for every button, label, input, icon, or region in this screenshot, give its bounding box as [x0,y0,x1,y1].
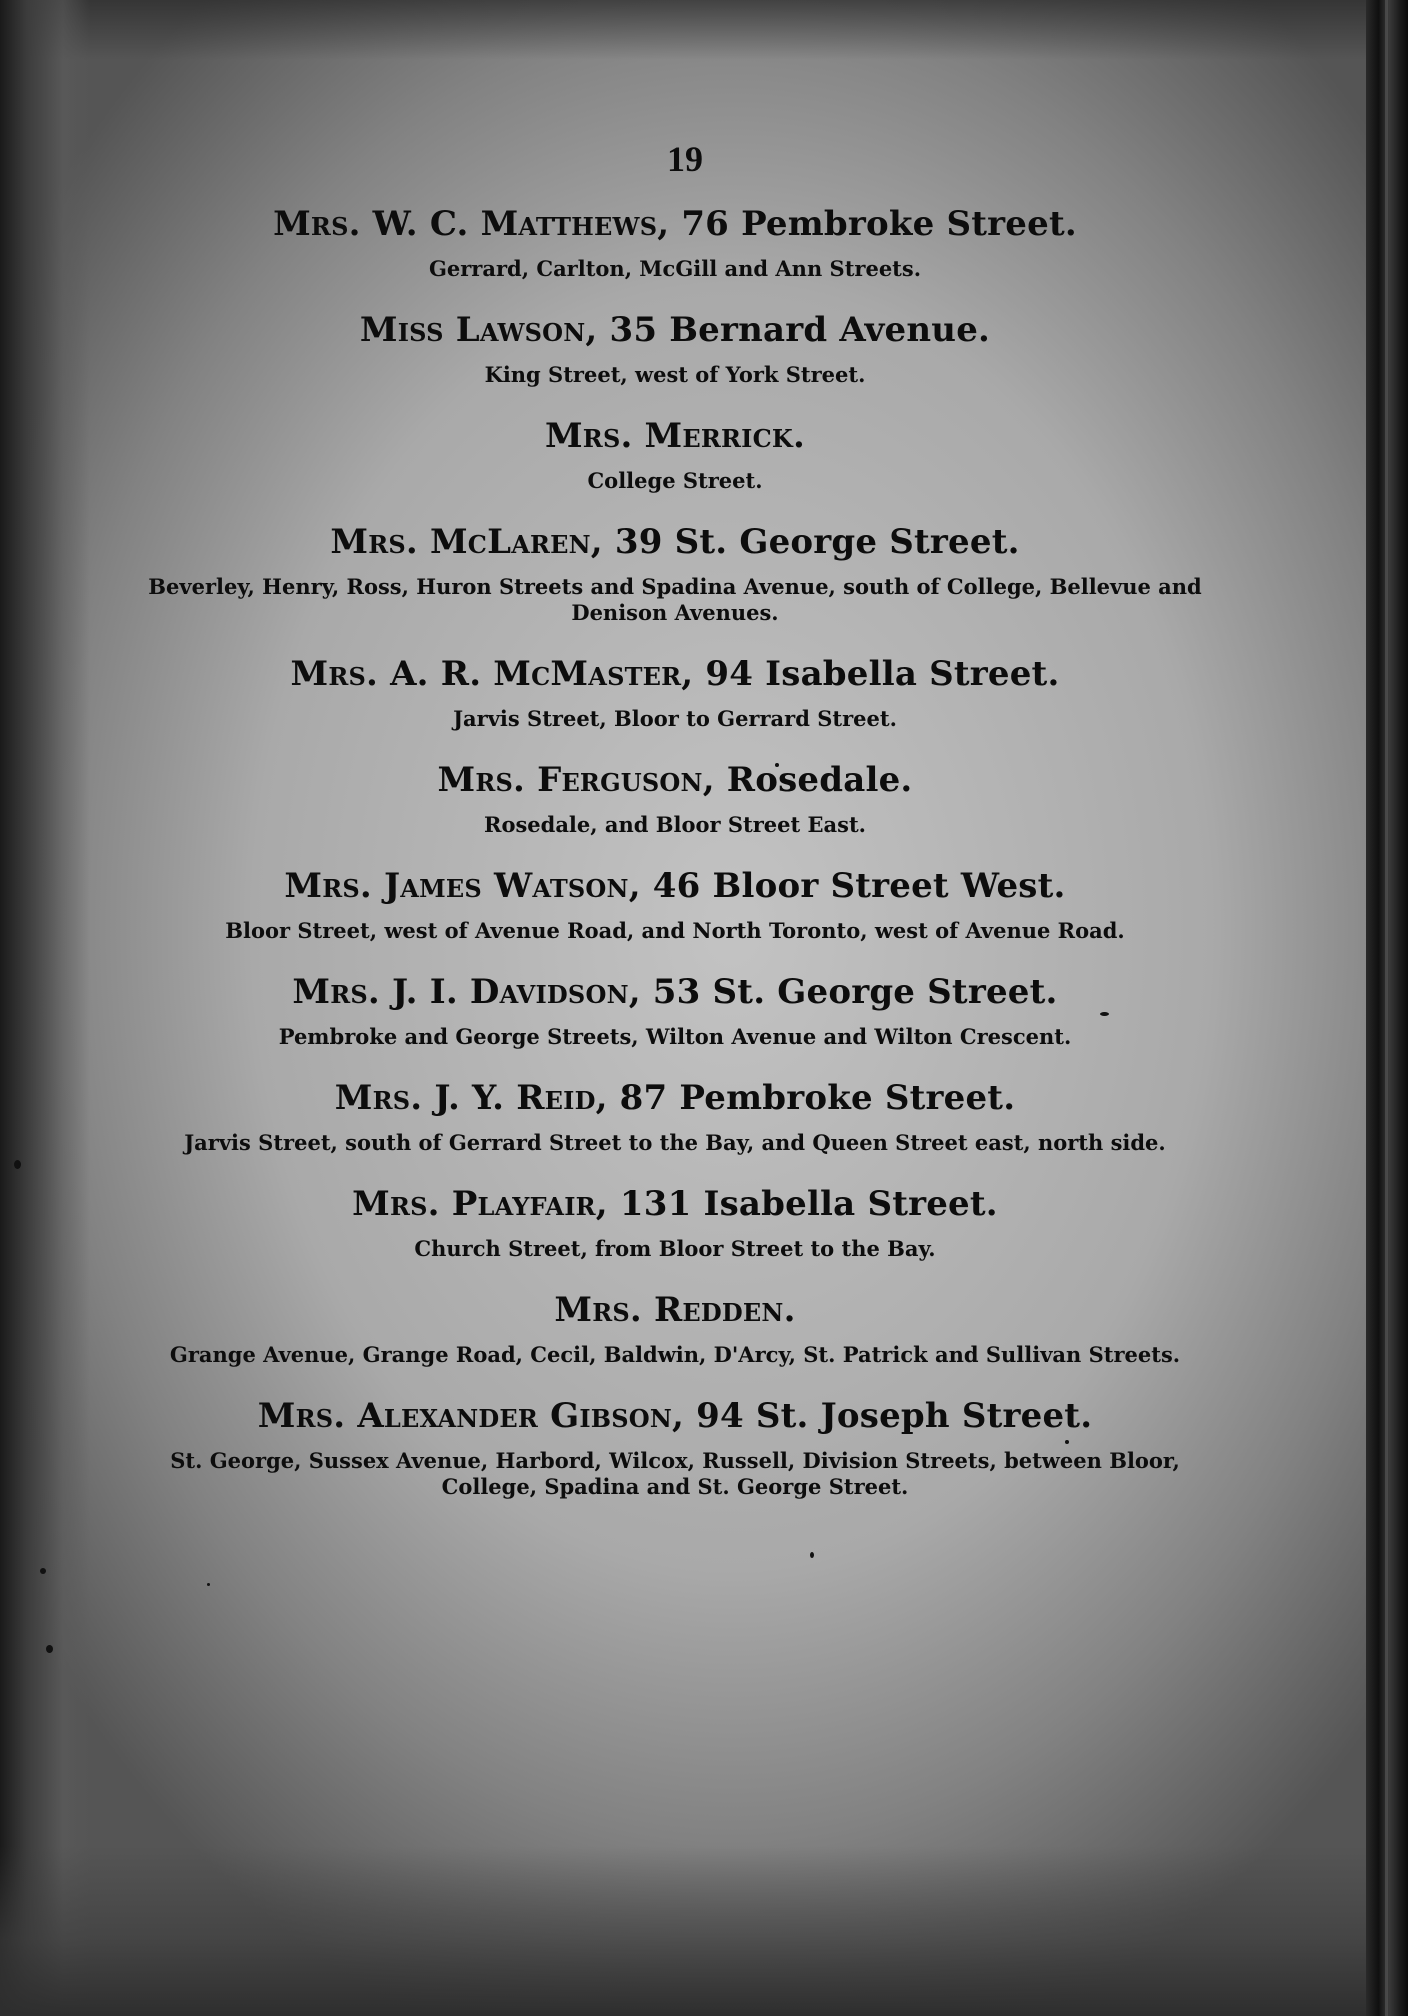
visitor-heading [120,520,1230,564]
visitor-name: Mrs. Merrick [544,416,793,456]
entry [120,652,1230,732]
visitor-address: . [792,416,806,456]
page-number: 19 [667,139,703,179]
directory-page [120,138,1230,1526]
visitor-heading [120,1182,1230,1226]
visitor-address: , 35 Bernard Avenue. [585,310,991,350]
visitor-address: , 87 Pembroke Street. [595,1078,1016,1118]
visitor-address: . [783,1290,796,1330]
district-streets: Beverley, Henry, Ross, Huron Streets and Spadina Avenue, south of College, Bellevue and Denison Avenues. [148,574,1202,625]
visitor-heading [120,1394,1230,1438]
district-streets: King Street, west of York Street. [484,362,866,387]
entry [120,1182,1230,1262]
visitor-name: Mrs. Ferguson [437,760,703,800]
district-streets: Jarvis Street, south of Gerrard Street to the Bay, and Queen Street east, north side. [184,1130,1166,1155]
visitor-address: , 76 Pembroke Street. [657,204,1077,244]
entry [120,520,1230,626]
page-edge-line [1385,0,1388,2016]
entry [120,1394,1230,1500]
district-streets: Pembroke and George Streets, Wilton Avenue and Wilton Crescent. [278,1024,1072,1049]
entry [120,864,1230,944]
visitor-heading [120,1076,1230,1120]
bottom-shadow [0,1846,1408,2016]
district-streets: Rosedale, and Bloor Street East. [484,812,866,837]
visitor-heading [120,202,1230,246]
visitor-heading [120,864,1230,908]
entry [120,202,1230,282]
entry [120,1288,1230,1368]
visitor-name: Mrs. Redden [554,1290,784,1330]
visitor-heading [120,1288,1230,1332]
district-streets: Church Street, from Bloor Street to the Bay. [414,1236,936,1261]
district-streets: St. George, Sussex Avenue, Harbord, Wilcox, Russell, Division Streets, between Bloor, College, Spadina and St. George Street. [170,1448,1180,1499]
visitor-address: , Rosedale. [702,760,913,800]
visitor-address: , 46 Bloor Street West. [628,866,1066,906]
entry [120,970,1230,1050]
visitor-address: , 39 St. George Street. [590,522,1020,562]
entry [120,414,1230,494]
visitor-heading [120,652,1230,696]
visitor-name: Mrs. J. Y. Reid [334,1078,596,1118]
visitor-address: , 94 St. Joseph Street. [672,1396,1093,1436]
visitor-address: , 131 Isabella Street. [595,1184,998,1224]
visitor-address: , 53 St. George Street. [628,972,1058,1012]
entry [120,758,1230,838]
visitor-heading [120,308,1230,352]
visitor-name: Mrs. James Watson [284,866,629,906]
visitor-name: Mrs. Playfair [352,1184,596,1224]
visitor-name: Mrs. J. I. Davidson [292,972,629,1012]
visitor-name: Mrs. W. C. Matthews [273,204,658,244]
top-shadow [0,0,1408,60]
district-streets: Gerrard, Carlton, McGill and Ann Streets. [428,256,922,281]
district-streets: Grange Avenue, Grange Road, Cecil, Baldwin, D'Arcy, St. Patrick and Sullivan Streets. [169,1342,1181,1367]
visitor-heading [120,758,1230,802]
binding-shadow [0,0,90,2016]
visitor-name: Miss Lawson [359,310,586,350]
district-streets: Jarvis Street, Bloor to Gerrard Street. [453,706,897,731]
visitor-name: Mrs. McLaren [330,522,591,562]
visitor-name: Mrs. Alexander Gibson [257,1396,673,1436]
visitor-name: Mrs. A. R. McMaster [290,654,682,694]
visitor-address: , 94 Isabella Street. [681,654,1060,694]
district-streets: College Street. [587,468,763,493]
entry [120,1076,1230,1156]
visitor-heading [120,970,1230,1014]
district-streets: Bloor Street, west of Avenue Road, and North Toronto, west of Avenue Road. [225,918,1125,943]
entry [120,308,1230,388]
visitor-heading [120,414,1230,458]
